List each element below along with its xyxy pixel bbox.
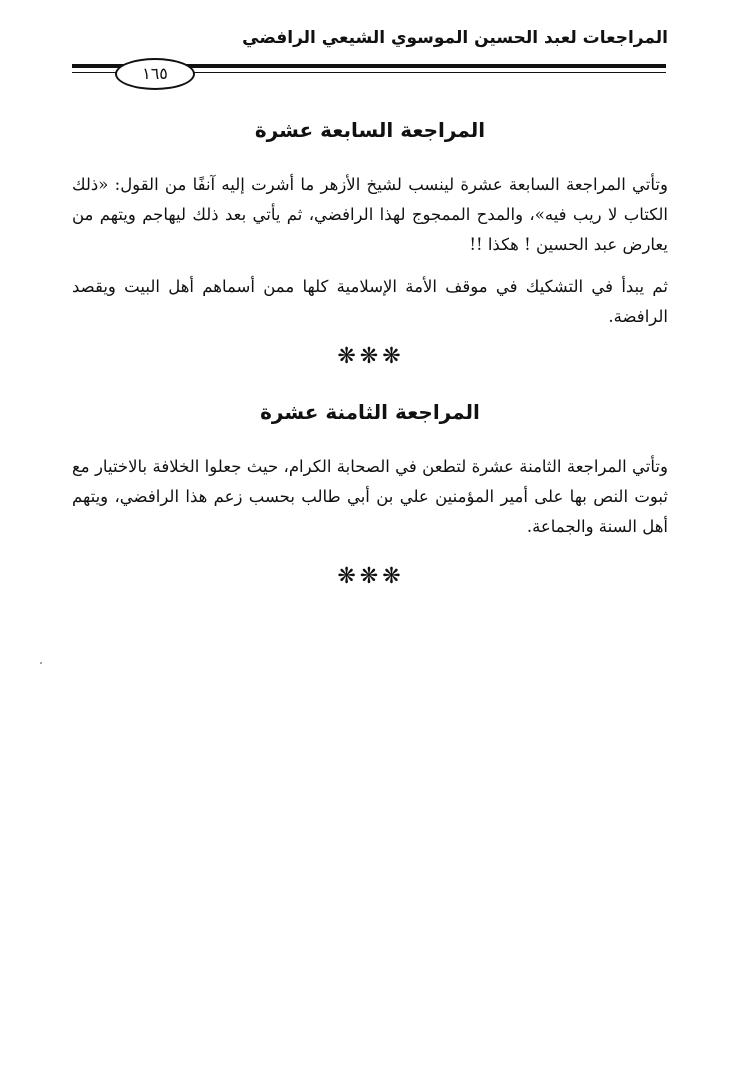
star-ornament-icon: ❋ xyxy=(337,344,358,369)
section-17-paragraph-1: وتأتي المراجعة السابعة عشرة لينسب لشيخ الأزهر ما أشرت إليه آنفًا من القول: «ذلك الكتاب لا ريب فيه»، والمدح الممجوج لهذا الرافضي، ثم يأتي بعد ذلك ليهاجم ويتهم من يعارض عبد الحسين ! هكذا !! xyxy=(72,175,668,254)
star-ornament-icon: ❋ xyxy=(359,564,381,589)
star-ornament-icon: ❋ xyxy=(337,564,358,589)
ornament-separator-2 xyxy=(0,564,740,589)
section-17-paragraph-2: ثم يبدأ في التشكيك في موقف الأمة الإسلامية كلها ممن أسماهم أهل البيت ويقصد الرافضة. xyxy=(72,277,668,326)
star-ornament-icon: ❋ xyxy=(382,564,403,589)
page-number-oval: ١٦٥ xyxy=(115,58,195,90)
section-title-18: المراجعة الثامنة عشرة xyxy=(260,400,480,424)
scan-speck xyxy=(40,662,42,664)
ornament-separator-1 xyxy=(0,344,740,369)
section-18-paragraph-1: وتأتي المراجعة الثامنة عشرة لتطعن في الصحابة الكرام، حيث جعلوا الخلافة بالاختيار مع ثبوت النص بها على أمير المؤمنين علي بن أبي طالب بحسب زعم هذا الرافضي، ويتهم أهل السنة والجماعة. xyxy=(72,457,668,536)
star-ornament-icon: ❋ xyxy=(359,344,381,369)
running-header-title: المراجعات لعبد الحسين الموسوي الشيعي الرافضي xyxy=(242,28,668,48)
star-ornament-icon: ❋ xyxy=(382,344,403,369)
section-title-17: المراجعة السابعة عشرة xyxy=(254,118,486,142)
